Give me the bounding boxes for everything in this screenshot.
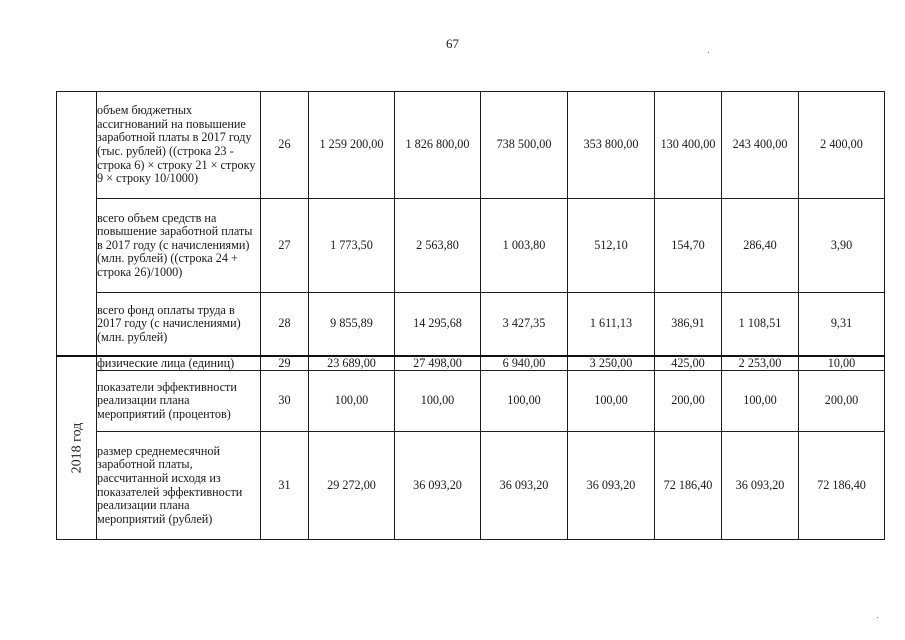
value-cell: 3 427,35 <box>481 293 568 357</box>
value-cell: 23 689,00 <box>309 356 395 371</box>
page-number: 67 <box>446 36 459 51</box>
value-cell: 9,31 <box>799 293 885 357</box>
value-cell: 72 186,40 <box>655 432 722 540</box>
value-cell: 1 773,50 <box>309 199 395 293</box>
value-cell: 353 800,00 <box>568 92 655 199</box>
value-cell: 3 250,00 <box>568 356 655 371</box>
line-number: 27 <box>261 199 309 293</box>
line-number: 28 <box>261 293 309 357</box>
year-label: 2018 год <box>69 422 84 474</box>
value-cell: 100,00 <box>722 371 799 432</box>
value-cell: 100,00 <box>481 371 568 432</box>
value-cell: 36 093,20 <box>722 432 799 540</box>
value-cell: 2 563,80 <box>395 199 481 293</box>
table-row <box>57 293 885 357</box>
line-number: 30 <box>261 371 309 432</box>
table-row <box>57 199 885 293</box>
value-cell: 154,70 <box>655 199 722 293</box>
row-description: показатели эффективности реализации плана мероприятий (процентов) <box>97 371 261 432</box>
year-cell-2017-block <box>57 92 97 357</box>
row-description: всего объем средств на повышение заработной платы в 2017 году (с начислениями) (млн. рублей) ((строка 24 + строка 26)/1000) <box>97 199 261 293</box>
value-cell: 738 500,00 <box>481 92 568 199</box>
value-cell: 36 093,20 <box>481 432 568 540</box>
value-cell: 130 400,00 <box>655 92 722 199</box>
value-cell: 29 272,00 <box>309 432 395 540</box>
value-cell: 100,00 <box>395 371 481 432</box>
row-description: объем бюджетных ассигнований на повышение заработной платы в 2017 году (тыс. рублей) ((строка 23 - строка 6) × строку 21 × строку 9 × строку 10/1000) <box>97 92 261 199</box>
value-cell: 243 400,00 <box>722 92 799 199</box>
value-cell: 27 498,00 <box>395 356 481 371</box>
line-number: 31 <box>261 432 309 540</box>
value-cell: 2 253,00 <box>722 356 799 371</box>
scan-speck <box>708 52 709 53</box>
value-cell: 1 611,13 <box>568 293 655 357</box>
value-cell: 2 400,00 <box>799 92 885 199</box>
table-row <box>57 371 885 432</box>
table-row <box>57 92 885 199</box>
row-description: размер среднемесячной заработной платы, рассчитанной исходя из показателей эффективности реализации плана мероприятий (рублей) <box>97 432 261 540</box>
data-table <box>56 91 885 540</box>
value-cell: 100,00 <box>309 371 395 432</box>
value-cell: 386,91 <box>655 293 722 357</box>
value-cell: 9 855,89 <box>309 293 395 357</box>
value-cell: 3,90 <box>799 199 885 293</box>
table-row <box>57 356 885 371</box>
value-cell: 200,00 <box>655 371 722 432</box>
line-number: 26 <box>261 92 309 199</box>
value-cell: 10,00 <box>799 356 885 371</box>
year-cell <box>57 356 97 540</box>
value-cell: 200,00 <box>799 371 885 432</box>
value-cell: 72 186,40 <box>799 432 885 540</box>
row-description: всего фонд оплаты труда в 2017 году (с начислениями) (млн. рублей) <box>97 293 261 357</box>
value-cell: 36 093,20 <box>568 432 655 540</box>
value-cell: 1 259 200,00 <box>309 92 395 199</box>
row-description: физические лица (единиц) <box>97 356 261 371</box>
value-cell: 6 940,00 <box>481 356 568 371</box>
value-cell: 425,00 <box>655 356 722 371</box>
value-cell: 14 295,68 <box>395 293 481 357</box>
scan-speck <box>877 617 878 618</box>
value-cell: 36 093,20 <box>395 432 481 540</box>
table-row <box>57 432 885 540</box>
value-cell: 100,00 <box>568 371 655 432</box>
value-cell: 1 826 800,00 <box>395 92 481 199</box>
value-cell: 1 003,80 <box>481 199 568 293</box>
value-cell: 512,10 <box>568 199 655 293</box>
line-number: 29 <box>261 356 309 371</box>
value-cell: 286,40 <box>722 199 799 293</box>
value-cell: 1 108,51 <box>722 293 799 357</box>
